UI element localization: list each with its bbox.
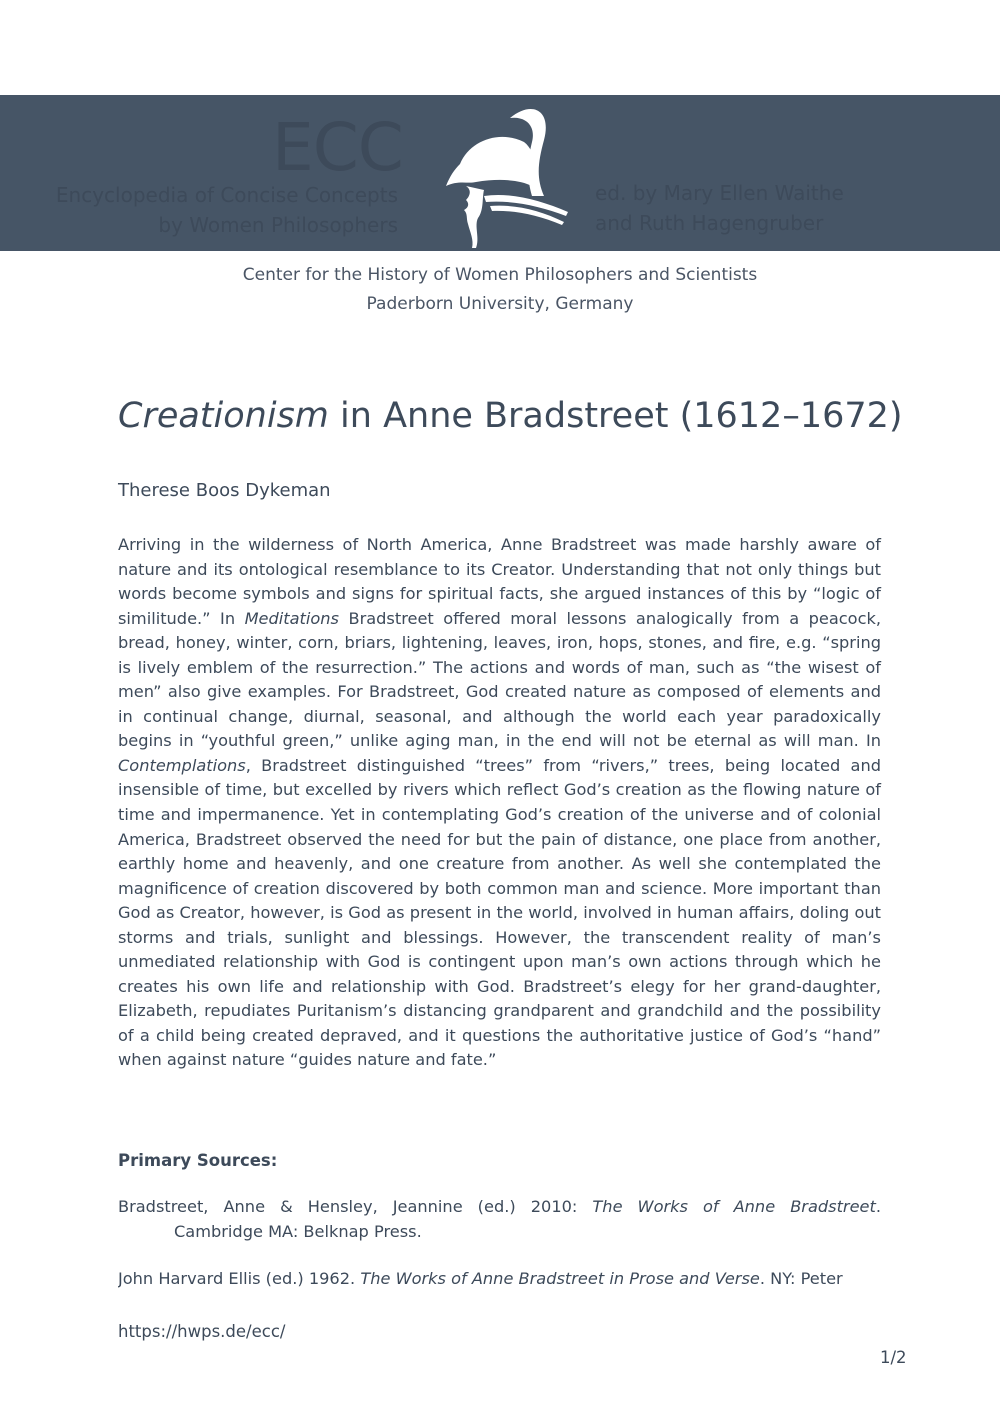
body-italic-contemplations: Contemplations — [118, 755, 246, 775]
reference-2-prefix: John Harvard Ellis (ed.) 1962. — [118, 1269, 361, 1288]
subtitle-line-2: by Women Philosophers — [158, 213, 398, 237]
body-text-2: Bradstreet offered moral lessons analogically from a peacock, bread, honey, winter, corn, briars, lightening, leaves, iron, hops, stones, and fire, e.g. “spring is lively emblem of the resurrection.” The actions and words of man, such as “the wisest of men” also give examples. For Bradstreet, God created nature as composed of elements and in continual change, diurnal, seasonal, and although the world each year paradoxically begins in “youthful green,” unlike aging man, in the end will not be eternal as will man. In — [118, 608, 881, 751]
reference-1-line-1 — [118, 1195, 881, 1220]
primary-sources-heading: Primary Sources: — [118, 1151, 278, 1170]
body-text-3: , Bradstreet distinguished “trees” from “rivers,” trees, being located and insensible of time, but excelled by rivers which reflect God’s creation as the flowing nature of time and impermanence. Yet in contemplating God’s creation of the universe and of colonial America, Bradstreet observed the need for but the pain of distance, one place from another, earthly home and heavenly, and one creature from another. As well she contemplated the magnificence of creation discovered by both common man and science. More important than God as Creator, however, is God as present in the world, involved in human affairs, doling out storms and trials, sunlight and blessings. However, the transcendent reality of man’s unmediated relationship with God is contingent upon man’s own actions through which he creates his own life and relationship with God. Bradstreet’s elegy for her grand-daughter, Elizabeth, repudiates Puritanism’s distancing grandparent and grandchild and the possibility of a child being created depraved, and it questions the authoritative justice of God’s “hand” when against nature “guides nature and fate.” — [118, 755, 881, 1070]
editors-line-1: ed. by Mary Ellen Waithe — [595, 181, 844, 205]
institution-location: Paderborn University, Germany — [366, 294, 634, 314]
article-title — [118, 392, 903, 440]
editors-line-2: and Ruth Hagengruber — [595, 211, 824, 235]
reference-2 — [118, 1267, 881, 1292]
reference-1-dot: . — [875, 1197, 882, 1216]
editors — [595, 178, 844, 238]
article-author: Therese Boos Dykeman — [118, 480, 331, 501]
ecc-acronym: ECC — [272, 109, 403, 186]
body-text-1: Arriving in the wilderness of North America, Anne Bradstreet was made harshly aware of nature and its ontological resemblance to its Creator. Understanding that not only things but words become symbols and signs for spiritual facts, she argued instances of this by “logic of similitude.” In — [118, 535, 881, 628]
athena-helmet-profile-icon — [440, 100, 570, 250]
reference-1-line-2: Cambridge MA: Belknap Press. — [174, 1221, 422, 1241]
reference-2-title: The Works of Anne Bradstreet in Prose and Verse — [360, 1269, 760, 1288]
title-italic: Creationism — [118, 396, 329, 436]
page-number: 1/2 — [880, 1348, 907, 1367]
subtitle-line-1: Encyclopedia of Concise Concepts — [55, 183, 398, 207]
reference-2-suffix: . NY: Peter — [759, 1269, 843, 1288]
institution-name: Center for the History of Women Philosophers and Scientists — [242, 265, 758, 285]
title-rest: in Anne Bradstreet (1612–1672) — [328, 396, 903, 436]
reference-1-title: The Works of Anne Bradstreet — [592, 1197, 876, 1216]
encyclopedia-subtitle — [56, 180, 398, 240]
footer-url: https://hwps.de/ecc/ — [118, 1322, 286, 1341]
article-body — [118, 533, 881, 1073]
body-italic-meditations: Meditations — [244, 608, 339, 628]
reference-1 — [118, 1195, 881, 1244]
reference-1-prefix: Bradstreet, Anne & Hensley, Jeannine (ed.) 2010: — [118, 1197, 593, 1216]
